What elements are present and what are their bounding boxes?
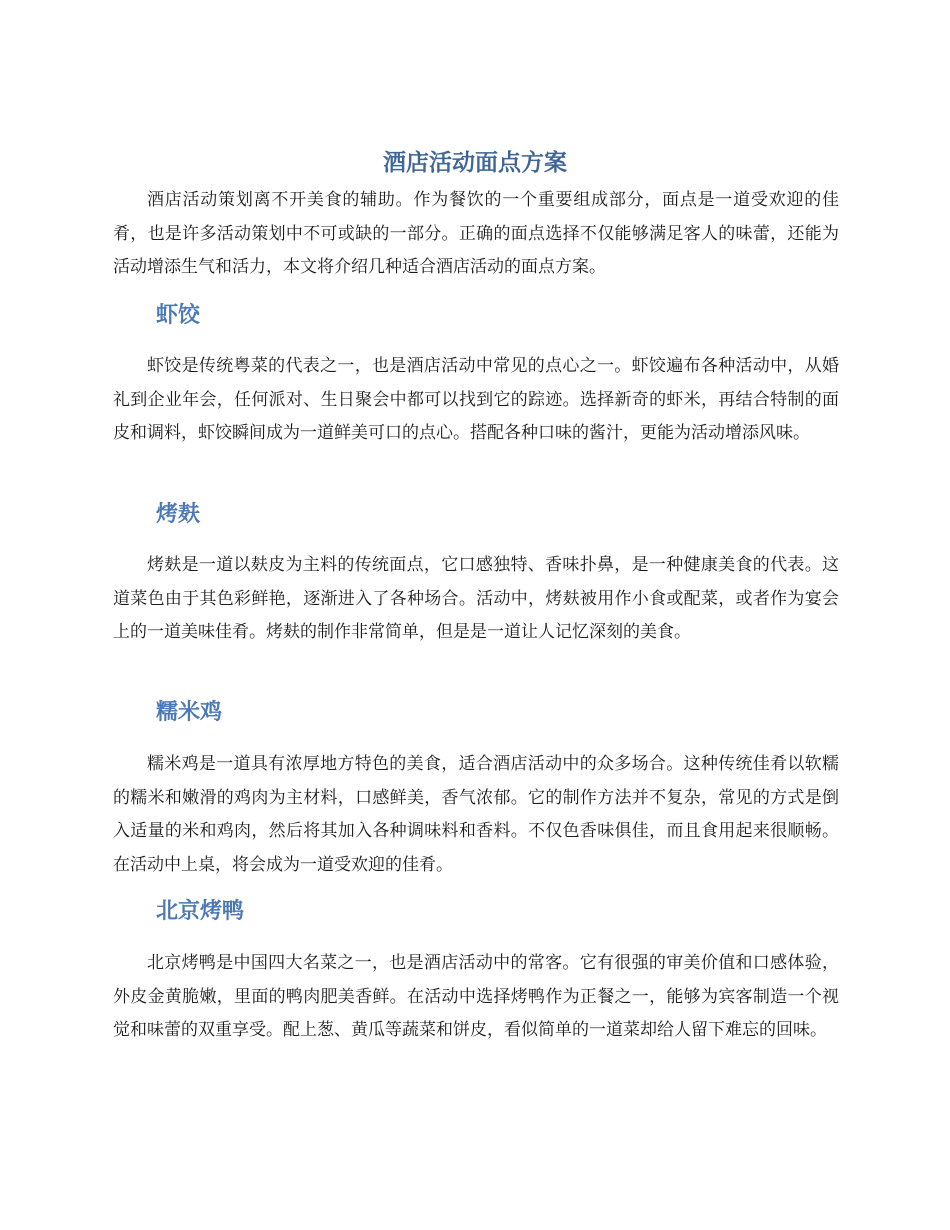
- section-body-lo-mai-gai: 糯米鸡是一道具有浓厚地方特色的美食，适合酒店活动中的众多场合。这种传统佳肴以软糯的糯米和嫩滑的鸡肉为主材料，口感鲜美，香气浓郁。它的制作方法并不复杂，常见的方式是倒入适量的米和鸡肉，然后将其加入各种调味料和香料。不仅色香味俱佳，而且食用起来很顺畅。在活动中上桌，将会成为一道受欢迎的佳肴。: [113, 754, 839, 875]
- section-heading-peking-duck: 北京烤鸭: [156, 899, 245, 924]
- section-heading-shrimp-dumpling: 虾饺: [156, 303, 201, 328]
- page-title: 酒店活动面点方案: [383, 150, 567, 176]
- section-body-kaofu: 烤麸是一道以麸皮为主料的传统面点，它口感独特、香味扑鼻，是一种健康美食的代表。这道菜色由于其色彩鲜艳，逐渐进入了各种场合。活动中，烤麸被用作小食或配菜，或者作为宴会上的一道美味佳肴。烤麸的制作非常简单，但是是一道让人记忆深刻的美食。: [113, 555, 839, 642]
- section-heading-kaofu: 烤麸: [156, 502, 201, 527]
- section-body-shrimp-dumpling: 虾饺是传统粤菜的代表之一，也是酒店活动中常见的点心之一。虾饺遍布各种活动中，从婚礼到企业年会，任何派对、生日聚会中都可以找到它的踪迹。选择新奇的虾米，再结合特制的面皮和调料，虾饺瞬间成为一道鲜美可口的点心。搭配各种口味的酱汁，更能为活动增添风味。: [113, 356, 839, 443]
- section-body-peking-duck: 北京烤鸭是中国四大名菜之一，也是酒店活动中的常客。它有很强的审美价值和口感体验，外皮金黄脆嫩，里面的鸭肉肥美香鲜。在活动中选择烤鸭作为正餐之一，能够为宾客制造一个视觉和味蕾的双重享受。配上葱、黄瓜等蔬菜和饼皮，看似简单的一道菜却给人留下难忘的回味。: [113, 953, 839, 1040]
- intro-paragraph: 酒店活动策划离不开美食的辅助。作为餐饮的一个重要组成部分，面点是一道受欢迎的佳肴，也是许多活动策划中不可或缺的一部分。正确的面点选择不仅能够满足客人的味蕾，还能为活动增添生气和活力，本文将介绍几种适合酒店活动的面点方案。: [113, 190, 839, 277]
- section-heading-lo-mai-gai: 糯米鸡: [156, 700, 223, 725]
